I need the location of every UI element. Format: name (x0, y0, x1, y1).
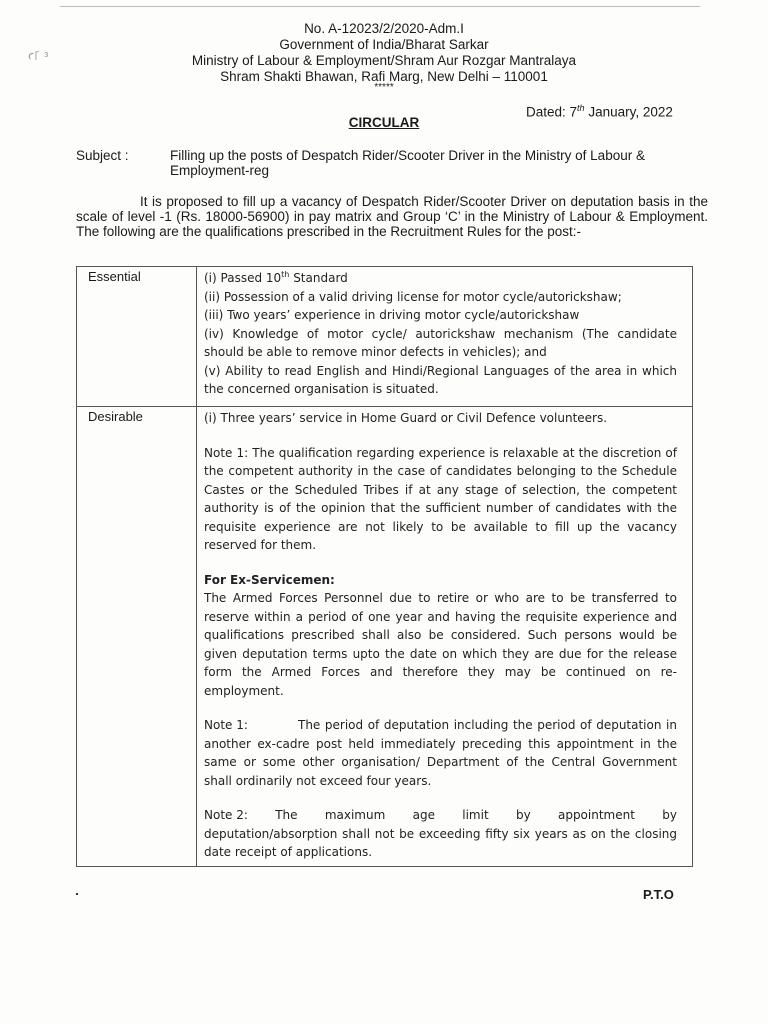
essential-label: Essential (77, 267, 197, 407)
age-note-word: age (412, 808, 435, 822)
date-prefix: Dated: 7 (526, 104, 578, 120)
ex-servicemen-text: The Armed Forces Personnel due to retire or who are to be transferred to reserve within a period of one year and having the requisite experience and qualifications prescribed shall also be considered. Such persons would be given deputation terms upto the date on which they are due for the release form the Armed Forces and therefore they may be continued on re-employment. (204, 591, 677, 698)
essential-item-5: (v) Ability to read English and Hindi/Regional Languages of the area in which the concerned organisation is situated. (204, 363, 677, 396)
essential-item-4: (iv) Knowledge of motor cycle/ autorickshaw mechanism (The candidate should be able to remove minor defects in vehicles); and (204, 326, 677, 359)
desirable-label: Desirable (77, 407, 197, 867)
page-turn-over-label: P.T.O (643, 887, 674, 902)
file-number: No. A-12023/2/2020-Adm.I (304, 21, 464, 36)
qualifications-table (76, 266, 693, 867)
spacer (204, 555, 677, 571)
age-limit-note-first-line (204, 806, 677, 825)
subject-text: Filling up the posts of Despatch Rider/Scooter Driver in the Ministry of Labour & Employment-reg (170, 148, 645, 178)
essential-content (197, 267, 693, 407)
ministry-address: Shram Shakti Bhawan, Rafi Marg, New Delhi – 110001 (220, 69, 548, 84)
age-note-label: Note 2: (204, 808, 248, 822)
deputation-period-note (204, 716, 677, 790)
scan-dot (76, 893, 78, 895)
header-separator: ***** (374, 82, 394, 93)
date-rest: January, 2022 (588, 104, 673, 120)
margin-handwriting-mark: ꜥ꜒ ᵌ (28, 48, 49, 63)
desirable-content (197, 407, 693, 867)
desirable-row (77, 407, 693, 867)
age-limit-note-rest: deputation/absorption shall not be exceeding fifty six years as on the closing date receipt of applications. (204, 826, 677, 859)
age-note-word: by (662, 808, 677, 822)
essential-item-1-suffix: Standard (289, 271, 348, 285)
government-name: Government of India/Bharat Sarkar (279, 37, 489, 52)
age-note-word: The (275, 808, 298, 822)
deputation-note-text: The period of deputation including the period of deputation in another ex-cadre post held immediately preceding this appointment in the same or some other organisation/ Department of the Central Government shall ordinarily not exceed four years. (204, 718, 677, 788)
age-note-word: maximum (324, 808, 386, 822)
spacer (204, 428, 677, 444)
age-note-word: appointment (557, 808, 635, 822)
age-note-word: limit (462, 808, 489, 822)
ministry-name: Ministry of Labour & Employment/Shram Aur Rozgar Mantralaya (191, 53, 577, 68)
essential-row (77, 267, 693, 407)
deputation-note-label: Note 1: (204, 718, 248, 732)
ex-servicemen-heading: For Ex-Servicemen: (204, 572, 335, 587)
date-day-suffix: th (577, 103, 585, 113)
top-edge-rule (60, 6, 700, 7)
desirable-item-1: (i) Three years’ service in Home Guard or Civil Defence volunteers. (204, 411, 608, 425)
essential-item-1-sup: th (281, 270, 290, 279)
essential-item-1-prefix: (i) Passed 10 (204, 271, 282, 285)
essential-item-1 (204, 269, 677, 288)
experience-relaxation-note: Note 1: The qualification regarding experience is relaxable at the discretion of the competent authority in the case of candidates belonging to the Schedule Castes or the Scheduled Tribes if at any stage of selection, the competent authority is of the opinion that the sufficient number of candidates with the requisite experience are not likely to be available to fill up the vacancy reserved for them. (204, 445, 677, 552)
age-note-word: by (515, 808, 531, 822)
subject-label: Subject : (76, 148, 129, 163)
spacer (204, 700, 677, 716)
essential-item-2: (ii) Possession of a valid driving license for motor cycle/autorickshaw; (204, 289, 622, 304)
circular-title: CIRCULAR (348, 115, 420, 130)
intro-paragraph: It is proposed to fill up a vacancy of Despatch Rider/Scooter Driver on deputation basis in the scale of level -1 (Rs. 18000-56900) in pay matrix and Group ‘C’ in the Ministry of Labour & Employment. The following are the qualifications prescribed in the Recruitment Rules for the post:- (76, 194, 708, 239)
spacer (204, 790, 677, 806)
essential-item-3: (iii) Two years’ experience in driving motor cycle/autorickshaw (204, 308, 580, 322)
